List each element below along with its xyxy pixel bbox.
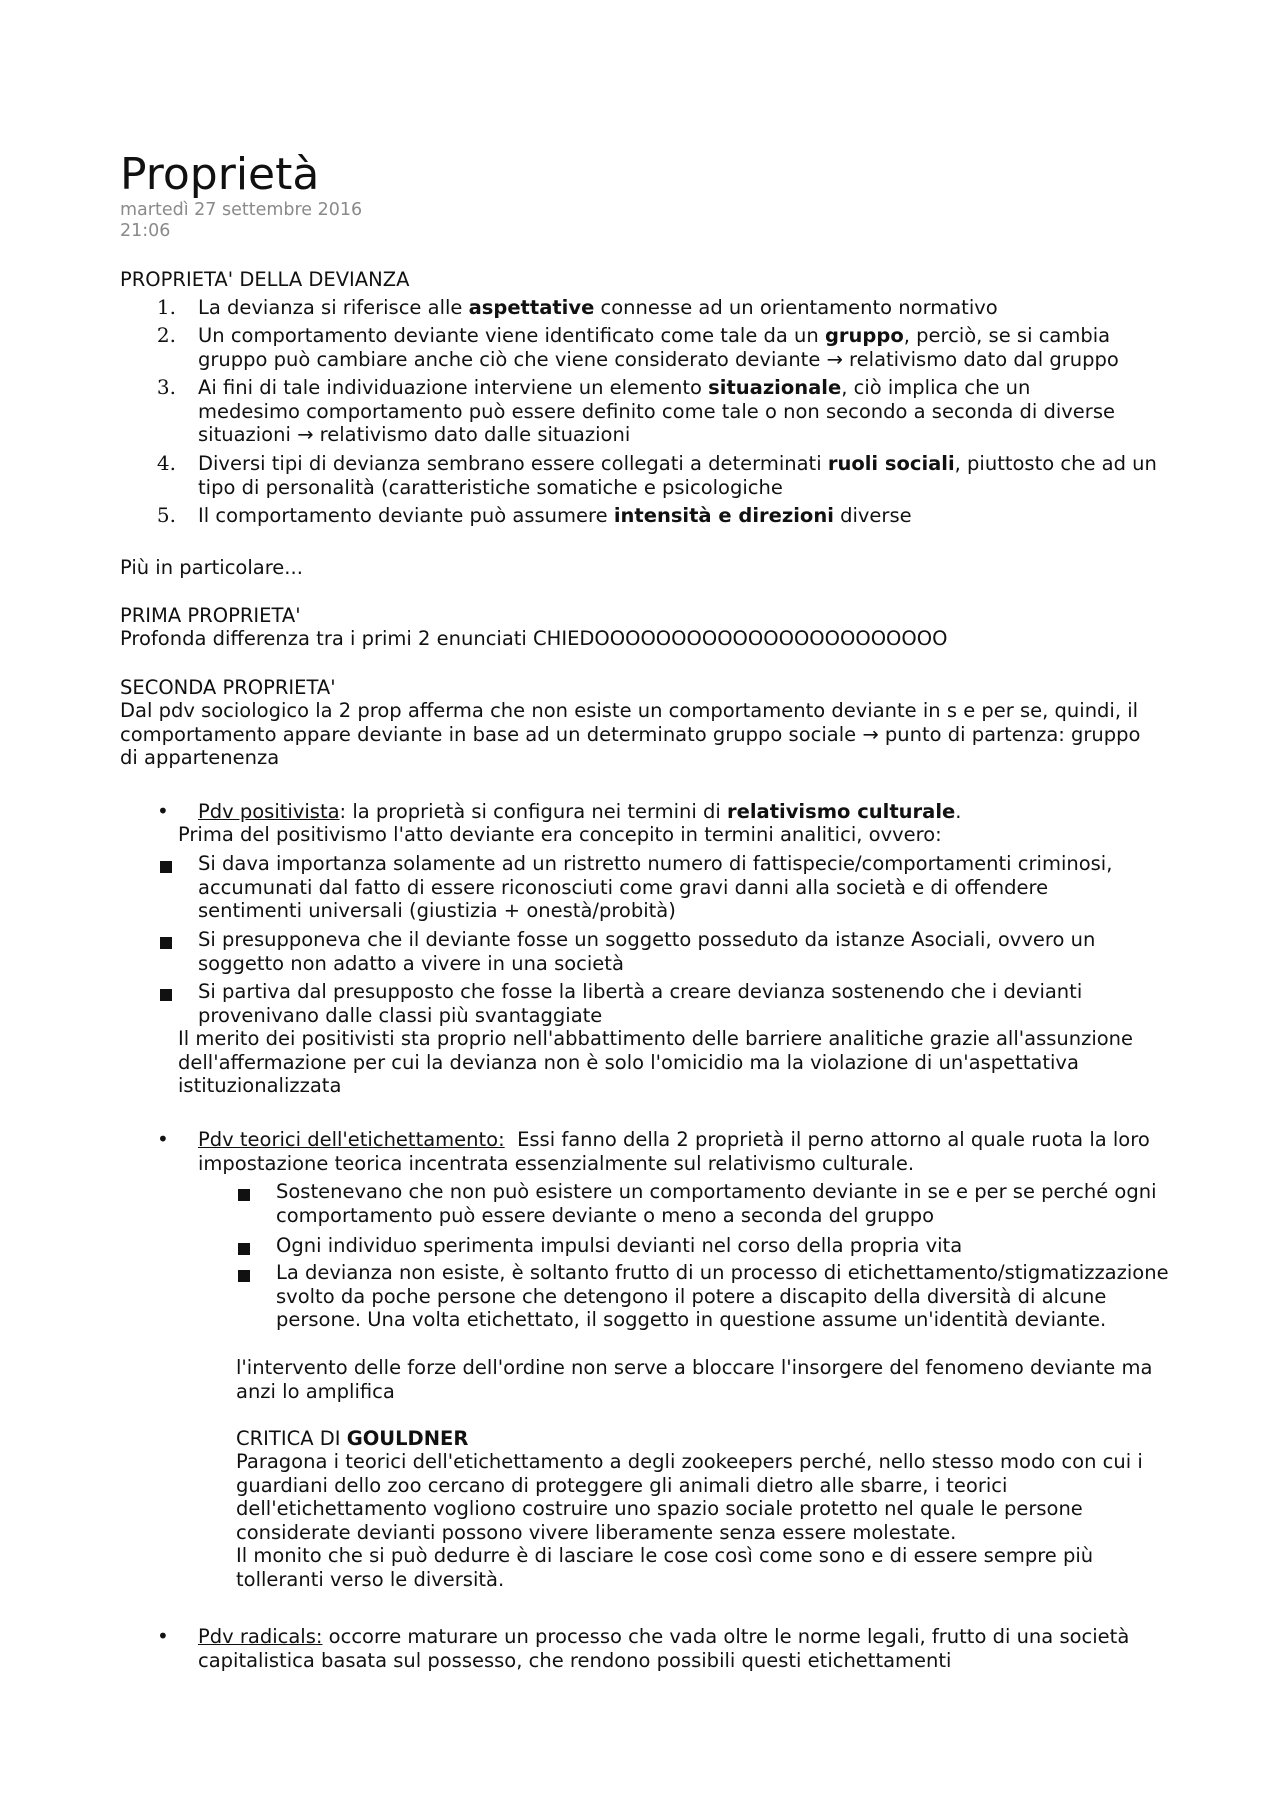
list-item: Si dava importanza solamente ad un ristretto numero di fattispecie/comportamenti criminosi, accumunati dal fatto di essere riconosciuti come gravi danni alla società e di offendere sentimenti universali (giustizia + onestà/probità) (198, 852, 1113, 922)
list-item: Un comportamento deviante viene identificato come tale da un gruppo, perciò, se si cambia gruppo può cambiare anche ciò che viene considerato deviante → relativismo dato dal gruppo (198, 324, 1119, 371)
list-item: Il comportamento deviante può assumere intensità e direzioni diverse (198, 504, 912, 527)
page-title: Proprietà (120, 149, 320, 200)
paragraph-note: l'intervento delle forze dell'ordine non serve a bloccare l'insorgere del fenomeno deviante ma anzi lo amplifica (236, 1356, 1153, 1403)
list-number: 5. (156, 503, 176, 527)
list-number: 1. (156, 295, 176, 319)
page-date: martedì 27 settembre 2016 (120, 200, 363, 220)
square-bullet-icon (160, 937, 172, 949)
list-item: Ogni individuo sperimenta impulsi devianti nel corso della propria vita (276, 1234, 963, 1257)
list-item: Ai fini di tale individuazione interviene un elemento situazionale, ciò implica che un medesimo comportamento può essere definito come tale o non secondo a seconda di diverse situazioni → relativismo dato dalle situazioni (198, 376, 1115, 446)
bullet-positivista: Pdv positivista: la proprietà si configura nei termini di relativismo culturale. (198, 800, 962, 823)
list-item: Sostenevano che non può esistere un comportamento deviante in se e per se perché ogni comportamento può essere deviante o meno a seconda del gruppo (276, 1180, 1157, 1227)
page-time: 21:06 (120, 221, 171, 241)
square-bullet-icon (238, 1270, 250, 1282)
list-item: Si partiva dal presupposto che fosse la libertà a creare devianza sostenendo che i devianti provenivano dalle classi più svantaggiate (198, 980, 1083, 1027)
list-item: Si presupponeva che il deviante fosse un soggetto posseduto da istanze Asociali, ovvero un soggetto non adatto a vivere in una società (198, 928, 1096, 975)
bullet-radicals: Pdv radicals: occorre maturare un processo che vada oltre le norme legali, frutto di una società capitalistica basata sul possesso, che rendono possibili questi etichettamenti (198, 1625, 1136, 1672)
paragraph-positivista-outro: Il merito dei positivisti sta proprio nell'abbattimento delle barriere analitiche grazie all'assunzione dell'affermazione per cui la devianza non è solo l'omicidio ma la violazione di un'aspettativa istituzionalizzata (178, 1027, 1134, 1097)
heading-prima-proprieta: PRIMA PROPRIETA' (120, 604, 301, 627)
bullet-etichettamento: Pdv teorici dell'etichettamento: Essi fanno della 2 proprietà il perno attorno al quale ruota la loro impostazione teorica incentrata essenzialmente sul relativismo culturale. (198, 1128, 1156, 1175)
paragraph-positivista-intro: Prima del positivismo l'atto deviante era concepito in termini analitici, ovvero: (178, 823, 942, 846)
list-item: La devianza si riferisce alle aspettative connesse ad un orientamento normativo (198, 296, 998, 319)
square-bullet-icon (160, 861, 172, 873)
square-bullet-icon (238, 1243, 250, 1255)
heading-critica-gouldner: CRITICA DI GOULDNER (236, 1427, 469, 1450)
section-heading-proprieta: PROPRIETA' DELLA DEVIANZA (120, 268, 410, 291)
paragraph-seconda: Dal pdv sociologico la 2 prop afferma che non esiste un comportamento deviante in s e per se, quindi, il comportamento appare deviante in base ad un determinato gruppo sociale → punto di partenza: gruppo di appartenenza (120, 699, 1141, 769)
list-item: La devianza non esiste, è soltanto frutto di un processo di etichettamento/stigmatizzazione svolto da poche persone che detengono il potere a discapito della diversità di alcune persone. Una volta etichettato, il soggetto in questione assume un'identità deviante. (276, 1261, 1169, 1331)
paragraph-more: Più in particolare... (120, 556, 303, 579)
heading-seconda-proprieta: SECONDA PROPRIETA' (120, 676, 336, 699)
list-number: 3. (156, 375, 176, 399)
square-bullet-icon (160, 989, 172, 1001)
paragraph-critica: Paragona i teorici dell'etichettamento a degli zookeepers perché, nello stesso modo con cui i guardiani dello zoo cercano di proteggere gli animali dietro alle sbarre, i teorici dell'etichettamento vogliono costruire uno spazio sociale protetto nel quale le persone considerate devianti possono vivere liberamente senza essere molestate. (236, 1450, 1143, 1544)
list-item: Diversi tipi di devianza sembrano essere collegati a determinati ruoli sociali, piuttosto che ad un tipo di personalità (caratteristiche somatiche e psicologiche (198, 452, 1157, 499)
bullet-icon: • (157, 1127, 169, 1151)
square-bullet-icon (238, 1189, 250, 1201)
paragraph-prima: Profonda differenza tra i primi 2 enunciati CHIEDOOOOOOOOOOOOOOOOOOOOOOO (120, 627, 948, 650)
list-number: 2. (156, 323, 176, 347)
list-number: 4. (156, 451, 176, 475)
bullet-icon: • (157, 799, 169, 823)
paragraph-monito: Il monito che si può dedurre è di lasciare le cose così come sono e di essere sempre più tolleranti verso le diversità. (236, 1544, 1094, 1591)
bullet-icon: • (157, 1624, 169, 1648)
